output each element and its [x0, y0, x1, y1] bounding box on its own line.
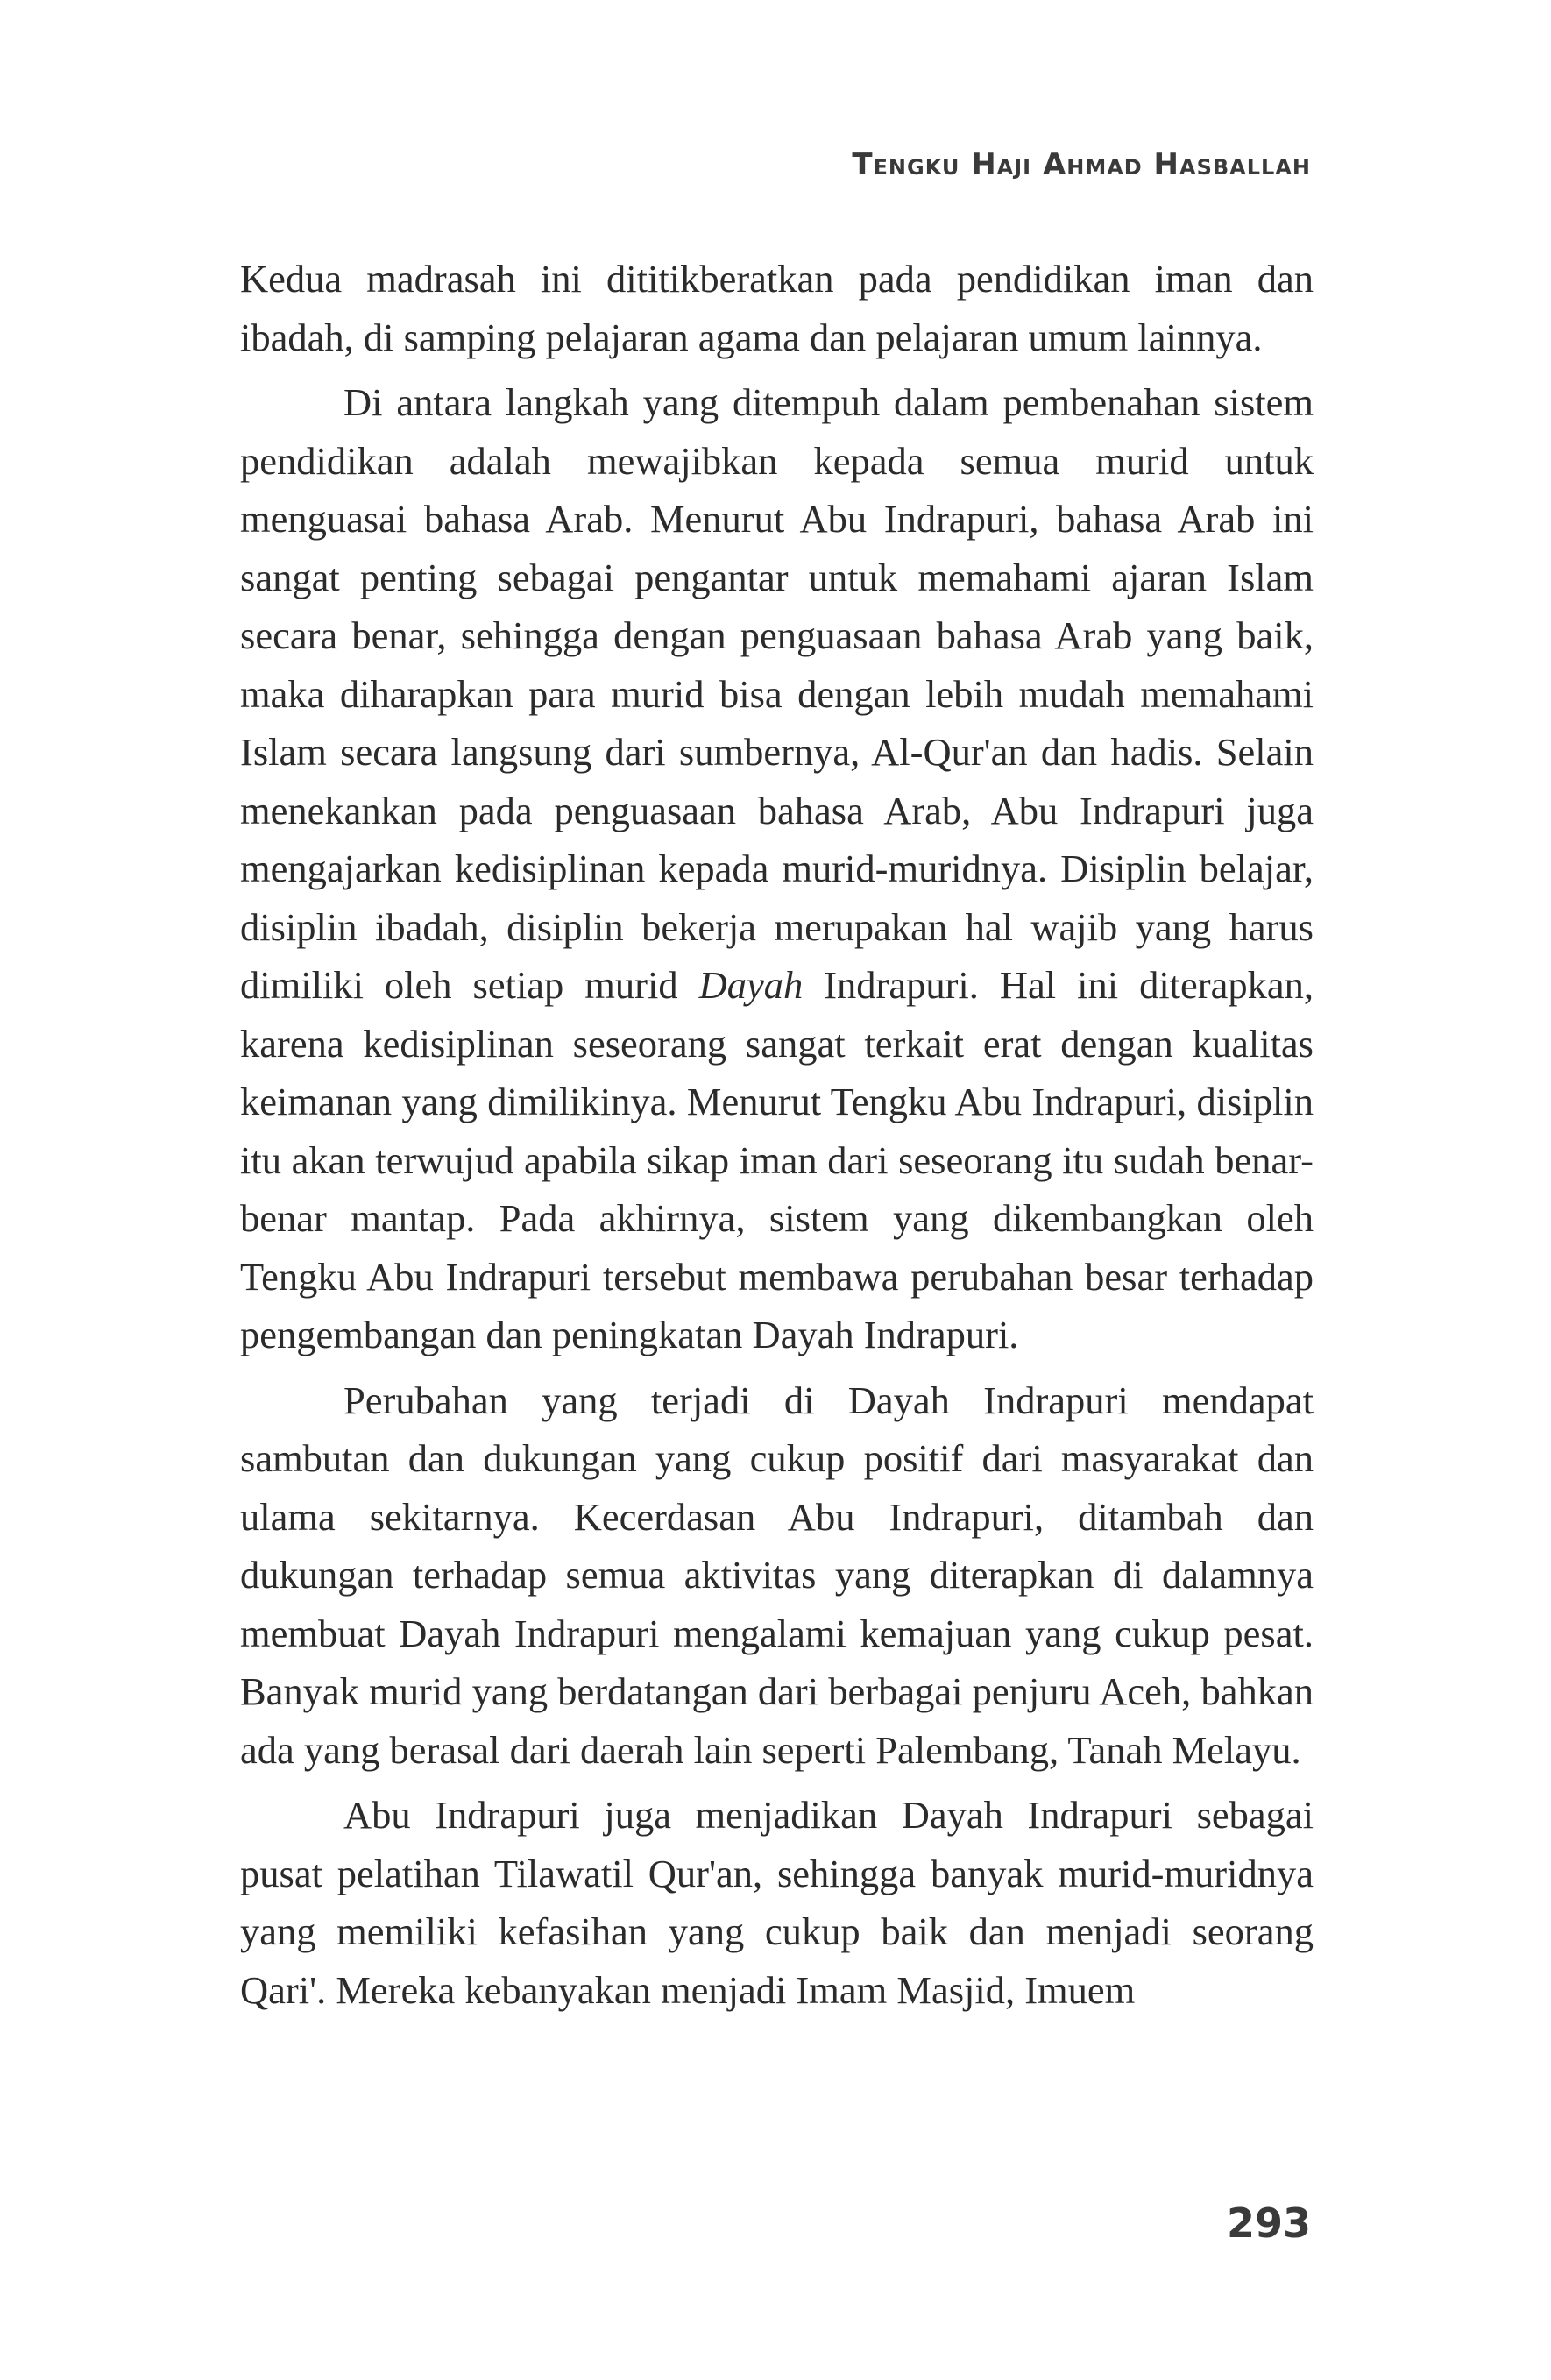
body-text: [240, 250, 1314, 2026]
paragraph-1: Kedua madrasah ini dititikberatkan pada pendidikan iman dan ibadah, di samping pelajaran agama dan pelajaran umum lainnya.: [240, 257, 1314, 359]
paragraph-2-text-a: Di antara langkah yang ditempuh dalam pembenahan sistem pendidikan adalah mewajibkan kepada semua murid untuk menguasai bahasa Arab. Menurut Abu Indrapuri, bahasa Arab ini sangat penting sebagai pengantar untuk memahami ajaran Islam secara benar, sehingga dengan penguasaan bahasa Arab yang baik, maka diharapkan para murid bisa dengan lebih mudah memahami Islam secara langsung dari sumbernya, Al-Qur'an dan hadis. Selain menekankan pada penguasaan bahasa Arab, Abu Indrapuri juga mengajarkan kedisiplinan kepada murid-muridnya. Disiplin belajar, disiplin ibadah, disiplin bekerja merupakan hal wajib yang harus dimiliki oleh setiap murid: [240, 380, 1314, 1007]
paragraph-2-text-b: Indrapuri. Hal ini diterapkan, karena kedisiplinan seseorang sangat terkait erat dengan kualitas keimanan yang dimilikinya. Menurut Tengku Abu Indrapuri, disiplin itu akan terwujud apabila sikap iman dari seseorang itu sudah benar-benar mantap. Pada akhirnya, sistem yang dikembangkan oleh Tengku Abu Indrapuri tersebut membawa perubahan besar terhadap pengembangan dan peningkatan Dayah Indrapuri.: [240, 963, 1314, 1356]
running-header-title: Tengku Haji Ahmad Hasballah: [852, 147, 1311, 182]
paragraph-2-italic-term: Dayah: [698, 963, 804, 1007]
paragraph-4: Abu Indrapuri juga menjadikan Dayah Indrapuri sebagai pusat pelatihan Tilawatil Qur'an, sehingga banyak murid-muridnya yang memiliki kefasihan yang cukup baik dan menjadi seorang Qari'. Mereka kebanyakan menjadi Imam Masjid, Imuem: [240, 1793, 1314, 2012]
paragraph-3: Perubahan yang terjadi di Dayah Indrapuri mendapat sambutan dan dukungan yang cukup positif dari masyarakat dan ulama sekitarnya. Kecerdasan Abu Indrapuri, ditambah dan dukungan terhadap semua aktivitas yang diterapkan di dalamnya membuat Dayah Indrapuri mengalami kemajuan yang cukup pesat. Banyak murid yang berdatangan dari berbagai penjuru Aceh, bahkan ada yang berasal dari daerah lain seperti Palembang, Tanah Melayu.: [240, 1378, 1314, 1772]
paragraph-2: [240, 373, 1314, 1364]
page-number: 293: [1226, 2199, 1311, 2247]
